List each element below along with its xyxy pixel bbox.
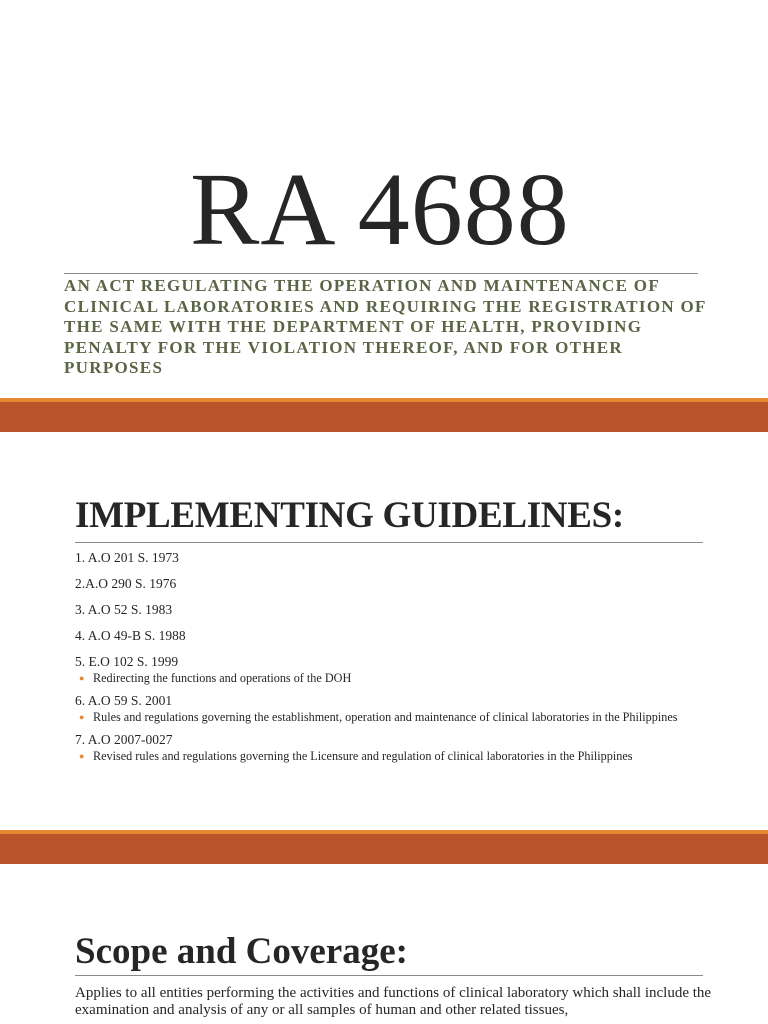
heading-divider [75,975,703,976]
guideline-item: 5. E.O 102 S. 1999 [75,654,179,669]
guideline-item: 2.A.O 290 S. 1976 [75,576,177,591]
bullet-icon: ● [79,673,85,683]
guideline-item: 4. A.O 49-B S. 1988 [75,628,186,643]
guideline-subitem [75,750,715,763]
guideline-subitem [75,672,715,685]
guideline-item: 3. A.O 52 S. 1983 [75,602,173,617]
separator-stripe [0,830,768,834]
guideline-subitem [75,711,715,724]
scope-slide [0,864,768,1024]
bullet-icon: ● [79,751,85,761]
guidelines-slide [0,432,768,830]
title-slide [0,0,768,398]
slide-separator [0,398,768,432]
slide-subtitle: AN ACT REGULATING THE OPERATION AND MAINTENANCE OF CLINICAL LABORATORIES AND REQUIRING THE REGISTRATION OF THE SAME WITH THE DEPARTMENT OF HEALTH, PROVIDING PENALTY FOR THE VIOLATION THEREOF, AND FOR OTHER PURPOSES [64,276,707,378]
guideline-item: 6. A.O 59 S. 2001 [75,693,173,708]
guideline-subitem-text: Revised rules and regulations governing the Licensure and regulation of clinical laboratories in the Philippines [93,749,633,763]
guideline-item: 7. A.O 2007-0027 [75,732,173,747]
title-divider [64,273,698,274]
separator-stripe [0,398,768,402]
scope-body: Applies to all entities performing the activities and functions of clinical laboratory which shall include the examination and analysis of any or all samples of human and other related tissues, [75,985,712,1018]
guidelines-heading: IMPLEMENTING GUIDELINES: [75,495,624,536]
slide-separator [0,830,768,864]
guideline-subitem-text: Redirecting the functions and operations of the DOH [93,671,352,685]
guideline-item: 1. A.O 201 S. 1973 [75,550,179,565]
scope-heading: Scope and Coverage: [75,931,408,972]
bullet-icon: ● [79,712,85,722]
heading-divider [75,542,703,543]
guidelines-list [75,548,715,766]
slide-title: RA 4688 [190,152,570,267]
guideline-subitem-text: Rules and regulations governing the establishment, operation and maintenance of clinical laboratories in the Philippines [93,710,678,724]
